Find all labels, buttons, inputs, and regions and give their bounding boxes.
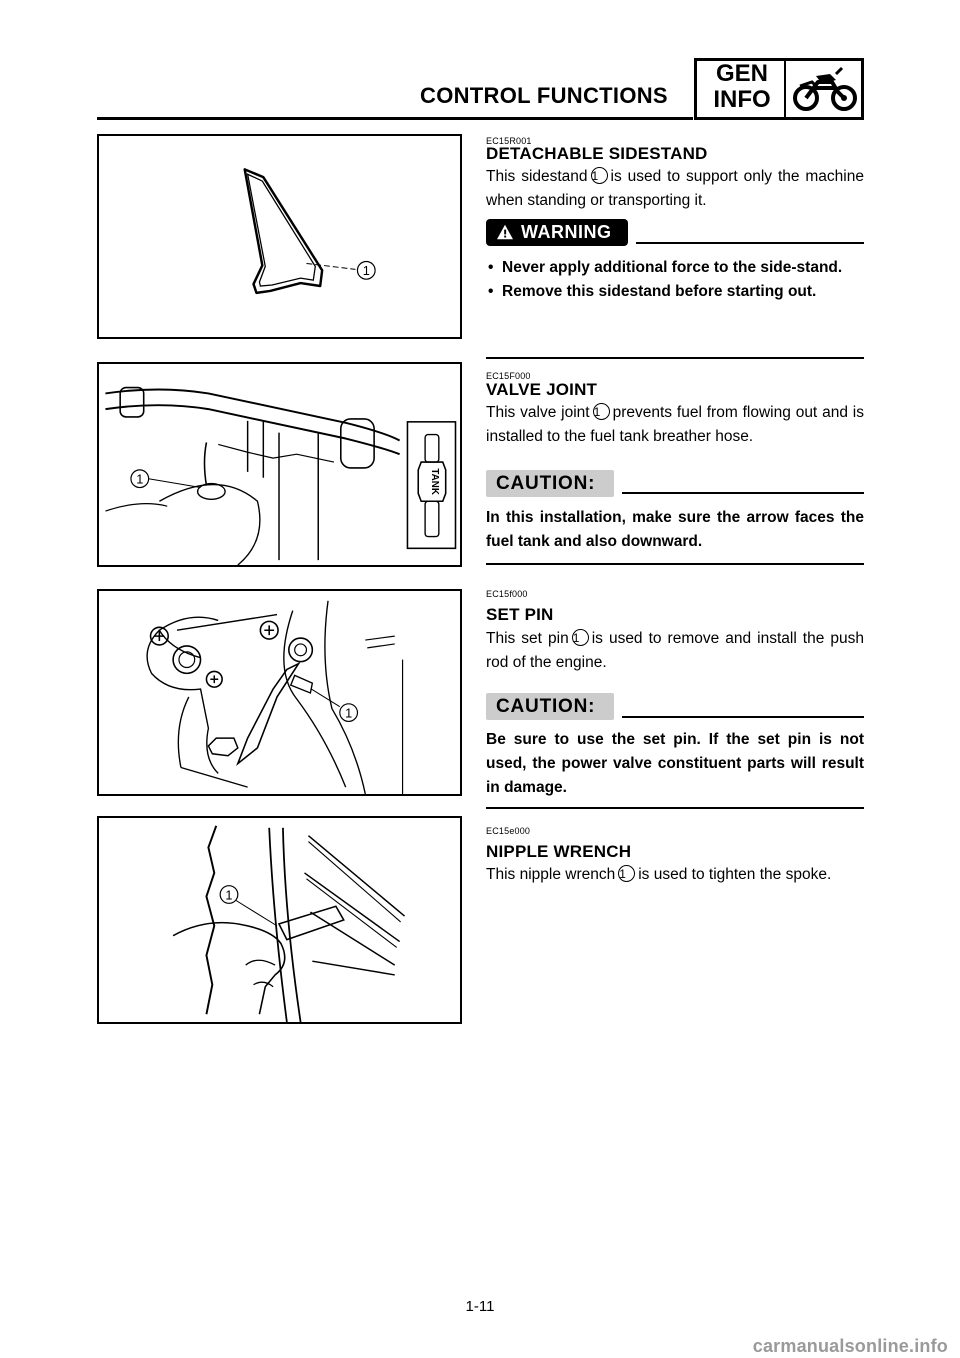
dirt-bike-icon	[792, 64, 858, 114]
sidestand-illustration	[99, 136, 460, 337]
body-text-start: This valve joint	[486, 404, 590, 421]
caution-rule	[622, 716, 864, 718]
section-end-rule	[486, 563, 864, 565]
caution-text: In this installation, make sure the arrow faces the fuel tank and also downward.	[486, 509, 864, 550]
header-rule	[97, 117, 693, 120]
warning-badge	[486, 219, 628, 246]
section-title: SET PIN	[486, 605, 554, 624]
section-label-line2: INFO	[713, 86, 771, 113]
section-code: EC15e000	[486, 826, 531, 836]
warning-item: • Remove this sidestand before starting out.	[488, 283, 817, 300]
caution-text: Be sure to use the set pin. If the set pin is not used, the power valve constituent parts will result in damage.	[486, 731, 864, 796]
svg-text:1: 1	[225, 887, 233, 903]
caution-badge: CAUTION:	[486, 693, 614, 720]
body-text-start: This nipple wrench	[486, 866, 616, 883]
callout-marker: 1	[618, 865, 635, 882]
body-text-end: is used to tighten the spoke.	[638, 866, 832, 883]
body-text-end: is used to remove and install the push rod of the engine.	[486, 630, 864, 671]
watermark: carmanualsonline.info	[752, 1336, 948, 1356]
section-title: VALVE JOINT	[486, 380, 598, 399]
section-code: EC15R001	[486, 136, 532, 146]
section-body	[486, 863, 864, 887]
warning-triangle-icon	[496, 221, 518, 248]
callout-marker: 1	[591, 167, 608, 184]
body-text-start: This sidestand	[486, 168, 588, 185]
section-body	[486, 627, 864, 675]
svg-text:1: 1	[362, 263, 370, 279]
page-number: 1-11	[465, 1298, 495, 1315]
warning-rule	[636, 242, 864, 244]
section-code: EC15F000	[486, 371, 531, 381]
section-code: EC15f000	[486, 589, 528, 599]
figure-set-pin	[97, 589, 462, 796]
valve-joint-illustration	[99, 364, 460, 565]
section-label-line1: GEN	[715, 60, 768, 87]
body-text-end: is used to support only the machine when standing or transporting it.	[486, 168, 864, 209]
svg-text:1: 1	[345, 705, 353, 721]
nipple-wrench-illustration	[99, 818, 460, 1022]
callout-marker: 1	[593, 403, 610, 420]
section-body	[486, 401, 864, 449]
warning-list	[486, 256, 864, 304]
page-title: CONTROL FUNCTIONS	[420, 83, 668, 108]
section-title: NIPPLE WRENCH	[486, 842, 632, 861]
warning-label: WARNING	[521, 222, 612, 242]
callout-marker: 1	[572, 629, 589, 646]
figure-valve-joint	[97, 362, 462, 567]
set-pin-illustration	[99, 591, 460, 794]
caution-rule	[622, 492, 864, 494]
section-end-rule	[486, 807, 864, 809]
section-body	[486, 165, 864, 213]
section-label	[700, 61, 786, 117]
body-text-start: This set pin	[486, 630, 569, 647]
body-text-end: prevents fuel from flowing out and is installed to the fuel tank breather hose.	[486, 404, 864, 445]
figure-nipple-wrench	[97, 816, 462, 1024]
tank-label: TANK	[428, 468, 440, 495]
section-title: DETACHABLE SIDESTAND	[486, 144, 708, 163]
section-end-rule	[486, 357, 864, 359]
warning-item: • Never apply additional force to the side-stand.	[488, 259, 843, 276]
svg-text:1: 1	[136, 471, 144, 487]
caution-badge: CAUTION:	[486, 470, 614, 497]
figure-sidestand	[97, 134, 462, 339]
